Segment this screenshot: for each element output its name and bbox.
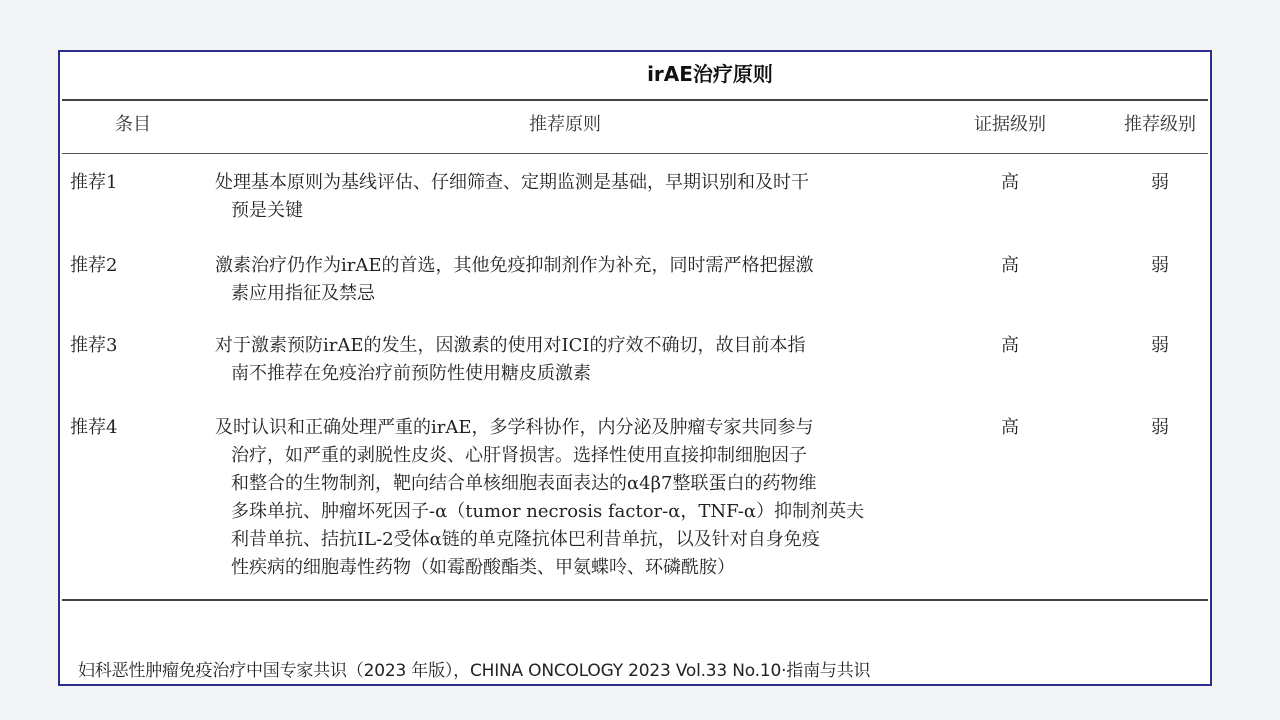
- header-item: 条目: [115, 114, 151, 135]
- top-rule: [62, 99, 1208, 101]
- row-item: 推荐2: [70, 255, 118, 276]
- header-level: 推荐级别: [1124, 114, 1196, 135]
- row-item: 推荐1: [70, 172, 118, 193]
- rec-line: 和整合的生物制剂，靶向结合单核细胞表面表达的α4β7整联蛋白的药物维: [231, 473, 817, 494]
- source-citation: 妇科恶性肿瘤免疫治疗中国专家共识（2023 年版），CHINA ONCOLOGY 2023 Vol.33 No.10·指南与共识: [78, 661, 871, 681]
- bottom-rule: [62, 599, 1208, 601]
- header-recommendation: 推荐原则: [529, 114, 601, 135]
- header-evidence: 证据级别: [974, 114, 1046, 135]
- row-recommendation: [215, 332, 915, 388]
- rec-line: 及时认识和正确处理严重的irAE，多学科协作，内分泌及肿瘤专家共同参与: [215, 417, 814, 438]
- rec-line: 性疾病的细胞毒性药物（如霉酚酸酯类、甲氨蝶呤、环磷酰胺）: [231, 557, 735, 578]
- row-level: 弱: [1151, 335, 1169, 356]
- table-header: [60, 110, 1210, 150]
- row-level: 弱: [1151, 417, 1169, 438]
- rec-line: 多珠单抗、肿瘤坏死因子-α（tumor necrosis factor-α，TNF-α）抑制剂英夫: [231, 501, 865, 522]
- row-evidence: 高: [1001, 417, 1019, 438]
- row-item: 推荐4: [70, 417, 118, 438]
- row-recommendation: [215, 169, 915, 225]
- row-level: 弱: [1151, 172, 1169, 193]
- row-recommendation: [215, 414, 915, 582]
- row-evidence: 高: [1001, 255, 1019, 276]
- row-recommendation: [215, 252, 915, 308]
- rec-line: 治疗，如严重的剥脱性皮炎、心肝肾损害。选择性使用直接抑制细胞因子: [231, 445, 807, 466]
- table-title: irAE治疗原则: [647, 62, 773, 86]
- rec-line: 素应用指征及禁忌: [231, 283, 375, 304]
- rec-line: 激素治疗仍作为irAE的首选，其他免疫抑制剂作为补充，同时需严格把握激: [215, 255, 814, 276]
- rec-line: 预是关键: [231, 200, 303, 221]
- row-item: 推荐3: [70, 335, 118, 356]
- row-level: 弱: [1151, 255, 1169, 276]
- rec-line: 对于激素预防irAE的发生，因激素的使用对ICI的疗效不确切，故目前本指: [215, 335, 806, 356]
- rec-line: 处理基本原则为基线评估、仔细筛查、定期监测是基础，早期识别和及时干: [215, 172, 809, 193]
- row-evidence: 高: [1001, 172, 1019, 193]
- row-evidence: 高: [1001, 335, 1019, 356]
- slide: [58, 50, 1212, 686]
- rec-line: 利昔单抗、拮抗IL-2受体α链的单克隆抗体巴利昔单抗，以及针对自身免疫: [231, 529, 820, 550]
- header-rule: [62, 153, 1208, 154]
- rec-line: 南不推荐在免疫治疗前预防性使用糖皮质激素: [231, 363, 591, 384]
